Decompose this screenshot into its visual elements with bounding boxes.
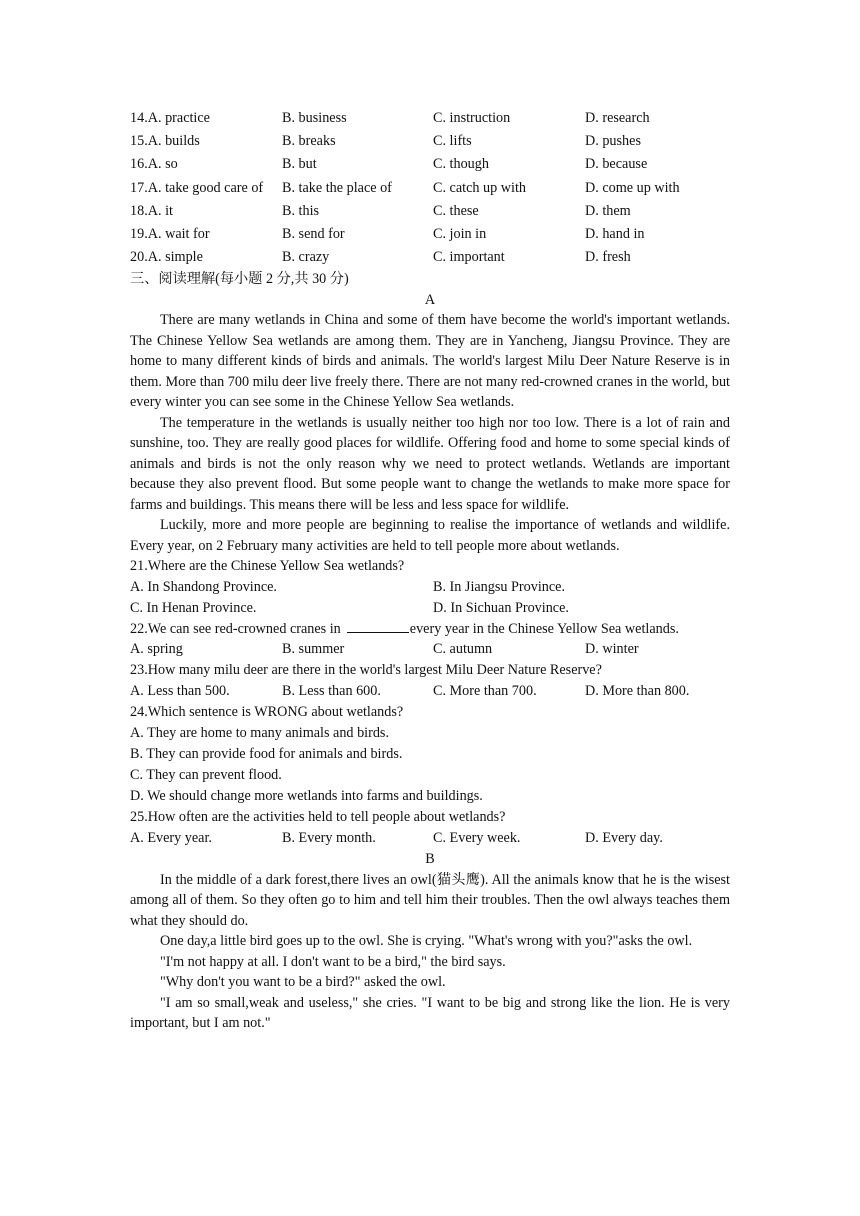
cloze-option-row (130, 200, 730, 223)
option-c[interactable]: C. these (433, 202, 479, 219)
option-a[interactable]: A. Less than 500. (130, 683, 230, 700)
option-d[interactable]: D. them (585, 202, 631, 219)
option-c[interactable]: C. Every week. (433, 830, 521, 847)
passage-b-paragraph: In the middle of a dark forest,there lives an owl(猫头鹰). All the animals know that he is the wisest among all of them. So they often go to him and tell him their troubles. Then the owl always teaches them what they should do. (130, 871, 730, 929)
passage-a-paragraph: Luckily, more and more people are beginning to realise the importance of wetlands and wildlife. Every year, on 2 February many activities are held to tell people more about wetlands. (130, 517, 730, 554)
option-b[interactable]: B. summer (282, 641, 345, 658)
question-21 (130, 556, 730, 618)
question-25 (130, 807, 730, 849)
option-a[interactable]: A. They are home to many animals and birds. (130, 725, 389, 742)
option-d[interactable]: D. come up with (585, 179, 680, 196)
option-a[interactable]: 15.A. builds (130, 133, 200, 150)
option-b[interactable]: B. this (282, 202, 320, 219)
option-d[interactable]: D. fresh (585, 249, 631, 266)
option-c[interactable]: C. catch up with (433, 179, 526, 196)
option-d[interactable]: D. pushes (585, 133, 641, 150)
option-a[interactable]: 14.A. practice (130, 110, 210, 127)
passage-b-paragraph: "I'm not happy at all. I don't want to be a bird," the bird says. (160, 953, 506, 970)
option-d[interactable]: D. because (585, 156, 648, 173)
option-a[interactable]: A. spring (130, 641, 183, 658)
option-d[interactable]: D. More than 800. (585, 683, 690, 700)
option-b[interactable]: B. Less than 600. (282, 683, 381, 700)
exam-page (130, 107, 730, 1034)
option-d[interactable]: D. winter (585, 641, 639, 658)
option-c[interactable]: C. autumn (433, 641, 493, 658)
section-heading: 三、阅读理解(每小题 2 分,共 30 分) (130, 271, 349, 288)
option-a[interactable]: 20.A. simple (130, 249, 203, 266)
option-b[interactable]: B. They can provide food for animals and birds. (130, 746, 403, 763)
question-23 (130, 660, 730, 702)
option-a[interactable]: 19.A. wait for (130, 226, 210, 243)
question-stem: 23.How many milu deer are there in the world's largest Milu Deer Nature Reserve? (130, 662, 602, 679)
option-a[interactable]: 16.A. so (130, 156, 178, 173)
question-stem: 22.We can see red-crowned cranes in every year in the Chinese Yellow Sea wetlands. (130, 618, 730, 639)
cloze-option-row (130, 246, 730, 269)
option-a[interactable]: A. In Shandong Province. (130, 579, 277, 596)
question-22 (130, 618, 730, 660)
option-d[interactable]: D. research (585, 110, 650, 127)
cloze-option-row (130, 177, 730, 200)
option-b[interactable]: B. take the place of (282, 179, 392, 196)
passage-b-paragraph: "Why don't you want to be a bird?" asked the owl. (160, 974, 446, 991)
option-d[interactable]: D. hand in (585, 226, 645, 243)
option-b[interactable]: B. Every month. (282, 830, 376, 847)
option-d[interactable]: D. Every day. (585, 830, 663, 847)
option-b[interactable]: B. crazy (282, 249, 330, 266)
passage-a-label: A (424, 291, 436, 308)
option-d[interactable]: D. In Sichuan Province. (433, 599, 569, 616)
question-stem: 24.Which sentence is WRONG about wetlands? (130, 704, 404, 721)
option-c[interactable]: C. They can prevent flood. (130, 767, 282, 784)
passage-b-label: B (425, 851, 435, 868)
passage-b-paragraph: One day,a little bird goes up to the owl. She is crying. "What's wrong with you?"asks the owl. (160, 933, 693, 950)
option-b[interactable]: B. business (282, 110, 347, 127)
cloze-options-table (130, 107, 730, 269)
cloze-option-row (130, 130, 730, 153)
cloze-option-row (130, 107, 730, 130)
option-c[interactable]: C. lifts (433, 133, 472, 150)
question-stem: 21.Where are the Chinese Yellow Sea wetlands? (130, 558, 405, 575)
option-a[interactable]: 17.A. take good care of (130, 179, 264, 196)
cloze-option-row (130, 153, 730, 176)
option-d[interactable]: D. We should change more wetlands into farms and buildings. (130, 788, 483, 805)
option-b[interactable]: B. breaks (282, 133, 336, 150)
option-c[interactable]: C. In Henan Province. (130, 599, 257, 616)
option-c[interactable]: C. instruction (433, 110, 511, 127)
option-b[interactable]: B. In Jiangsu Province. (433, 579, 566, 596)
option-c[interactable]: C. important (433, 249, 505, 266)
option-a[interactable]: A. Every year. (130, 830, 212, 847)
option-b[interactable]: B. but (282, 156, 317, 173)
option-c[interactable]: C. though (433, 156, 489, 173)
option-b[interactable]: B. send for (282, 226, 345, 243)
option-c[interactable]: C. More than 700. (433, 683, 537, 700)
option-a[interactable]: 18.A. it (130, 202, 173, 219)
cloze-option-row (130, 223, 730, 246)
question-stem: 25.How often are the activities held to tell people about wetlands? (130, 809, 506, 826)
passage-b-paragraph: "I am so small,weak and useless," she cries. "I want to be big and strong like the lion. He is very important, but I am not." (130, 994, 730, 1032)
question-24 (130, 702, 730, 807)
answer-blank (347, 618, 409, 633)
option-c[interactable]: C. join in (433, 226, 487, 243)
passage-a-paragraph: There are many wetlands in China and some of them have become the world's important wetlands. The Chinese Yellow Sea wetlands are among them. They are in Yancheng, Jiangsu Province. They are home to many different kinds of birds and animals. The world's largest Milu Deer Nature Reserve is in them. More than 700 milu deer live freely there. There are not many red-crowned cranes in the world, but every winter you can see some in the Chinese Yellow Sea wetlands. (130, 312, 730, 411)
passage-a-paragraph: The temperature in the wetlands is usually neither too high nor too low. There is a lot of rain and sunshine, too. They are really good places for wildlife. Offering food and home to some special kinds of animals and birds is not the only reason why we need to protect wetlands. Wetlands are important because they also prevent flood. But some people want to change the wetlands to make more space for farms and buildings. This means there will be less and less space for wildlife. (130, 414, 730, 513)
